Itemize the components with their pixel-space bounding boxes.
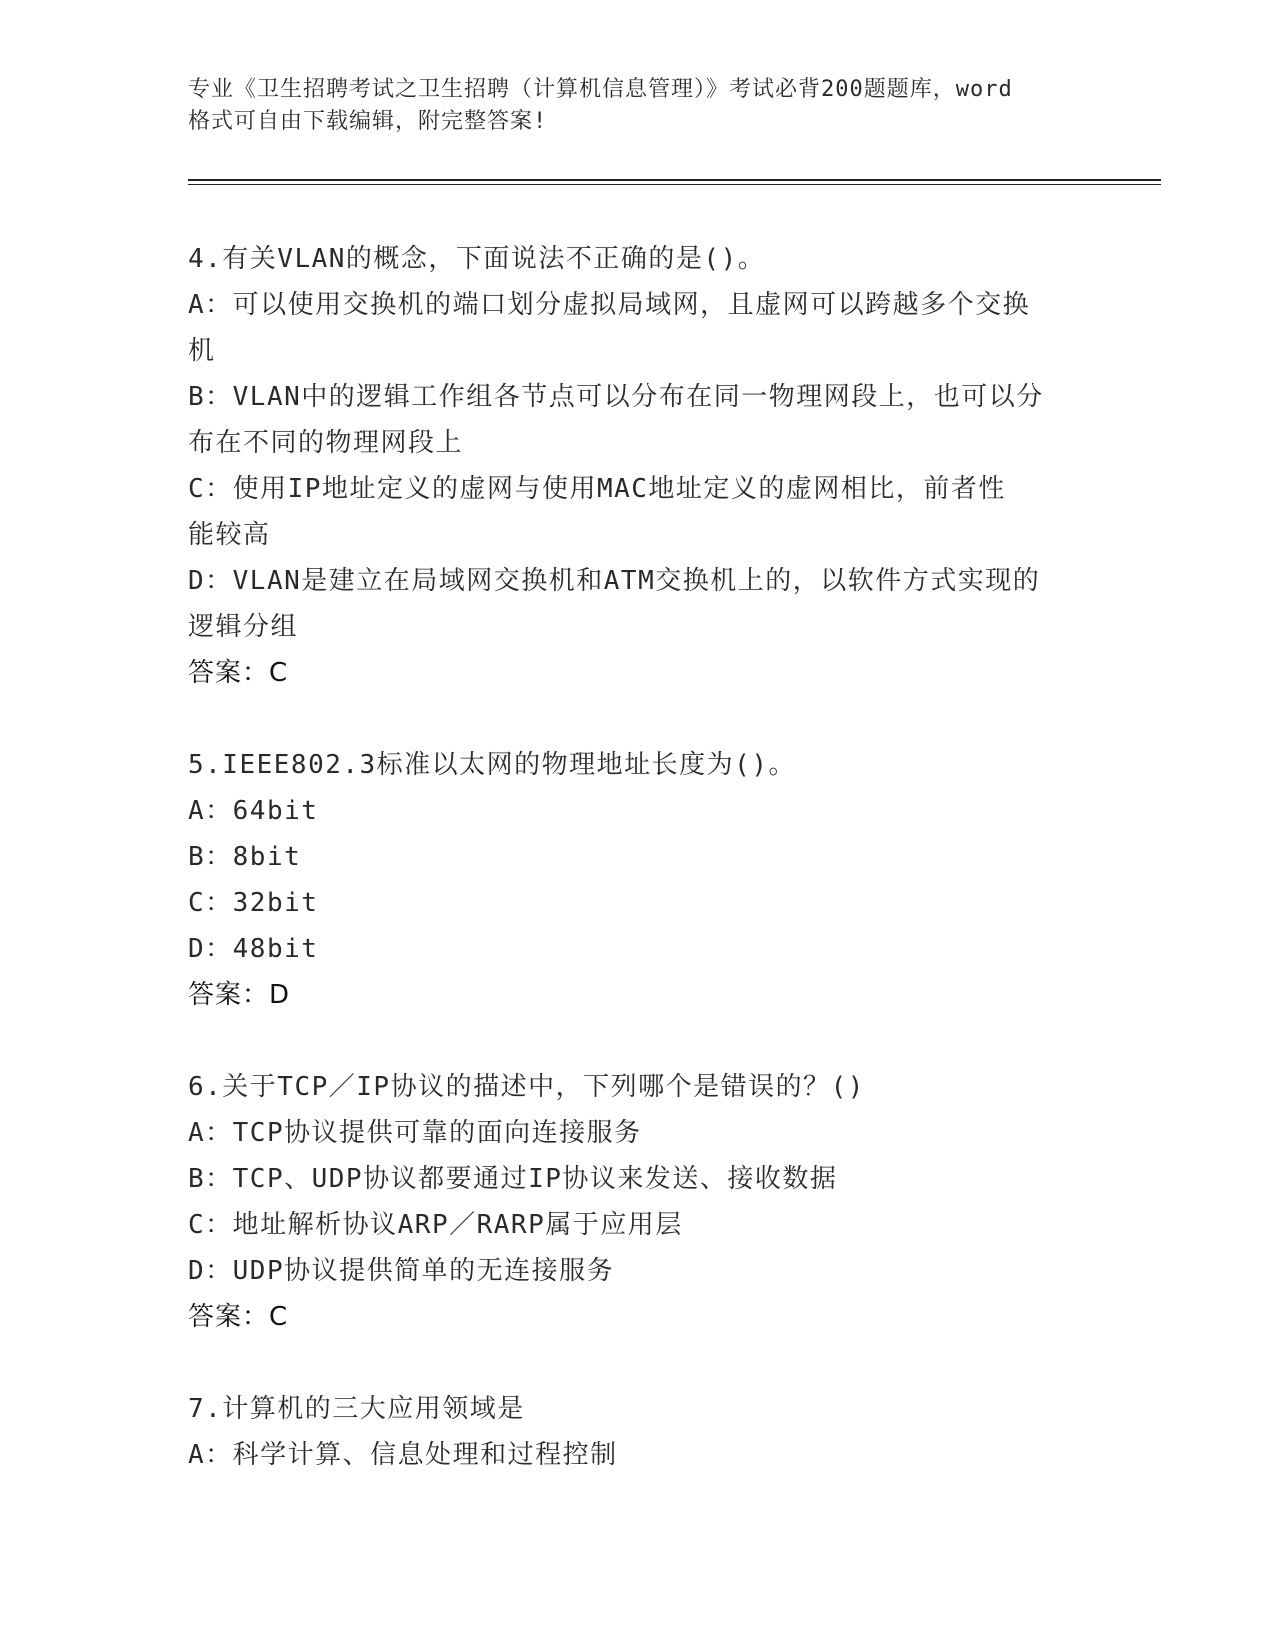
question-list bbox=[188, 236, 1088, 1524]
question-stem: 5.IEEE802.3标准以太网的物理地址长度为()。 bbox=[188, 750, 796, 780]
question-4 bbox=[188, 236, 1088, 696]
option-line: A：可以使用交换机的端口划分虚拟局域网，且虚网可以跨越多个交换 bbox=[188, 290, 1031, 320]
question-stem: 6.关于TCP／IP协议的描述中，下列哪个是错误的？() bbox=[188, 1072, 865, 1102]
question-7 bbox=[188, 1386, 1088, 1478]
option-line: D：UDP协议提供简单的无连接服务 bbox=[188, 1256, 615, 1286]
option-line: 逻辑分组 bbox=[188, 612, 299, 642]
option-line: D：48bit bbox=[188, 934, 319, 964]
option-line: B：TCP、UDP协议都要通过IP协议来发送、接收数据 bbox=[188, 1164, 838, 1194]
header-line-1: 专业《卫生招聘考试之卫生招聘（计算机信息管理）》考试必背200题题库，word bbox=[188, 77, 1013, 102]
option-line: D：VLAN是建立在局域网交换机和ATM交换机上的，以软件方式实现的 bbox=[188, 566, 1041, 596]
header-line-2: 格式可自由下载编辑，附完整答案! bbox=[188, 109, 548, 134]
option-line: 布在不同的物理网段上 bbox=[188, 428, 464, 458]
answer-line: 答案：C bbox=[188, 658, 289, 688]
option-line: 机 bbox=[188, 336, 216, 366]
option-line: B：8bit bbox=[188, 842, 302, 872]
header-divider-top bbox=[188, 179, 1161, 181]
answer-line: 答案：C bbox=[188, 1302, 289, 1332]
answer-line: 答案：D bbox=[188, 980, 291, 1010]
document-header bbox=[188, 74, 1088, 138]
option-line: C：地址解析协议ARP／RARP属于应用层 bbox=[188, 1210, 683, 1240]
option-line: A：科学计算、信息处理和过程控制 bbox=[188, 1440, 618, 1470]
header-divider-bottom bbox=[188, 184, 1161, 185]
option-line: C：32bit bbox=[188, 888, 319, 918]
question-6 bbox=[188, 1064, 1088, 1340]
option-line: B：VLAN中的逻辑工作组各节点可以分布在同一物理网段上，也可以分 bbox=[188, 382, 1044, 412]
option-line: A：64bit bbox=[188, 796, 319, 826]
option-line: A：TCP协议提供可靠的面向连接服务 bbox=[188, 1118, 642, 1148]
question-stem: 4.有关VLAN的概念，下面说法不正确的是()。 bbox=[188, 244, 766, 274]
option-line: 能较高 bbox=[188, 520, 271, 550]
option-line: C：使用IP地址定义的虚网与使用MAC地址定义的虚网相比，前者性 bbox=[188, 474, 1006, 504]
question-5 bbox=[188, 742, 1088, 1018]
question-stem: 7.计算机的三大应用领域是 bbox=[188, 1394, 525, 1424]
